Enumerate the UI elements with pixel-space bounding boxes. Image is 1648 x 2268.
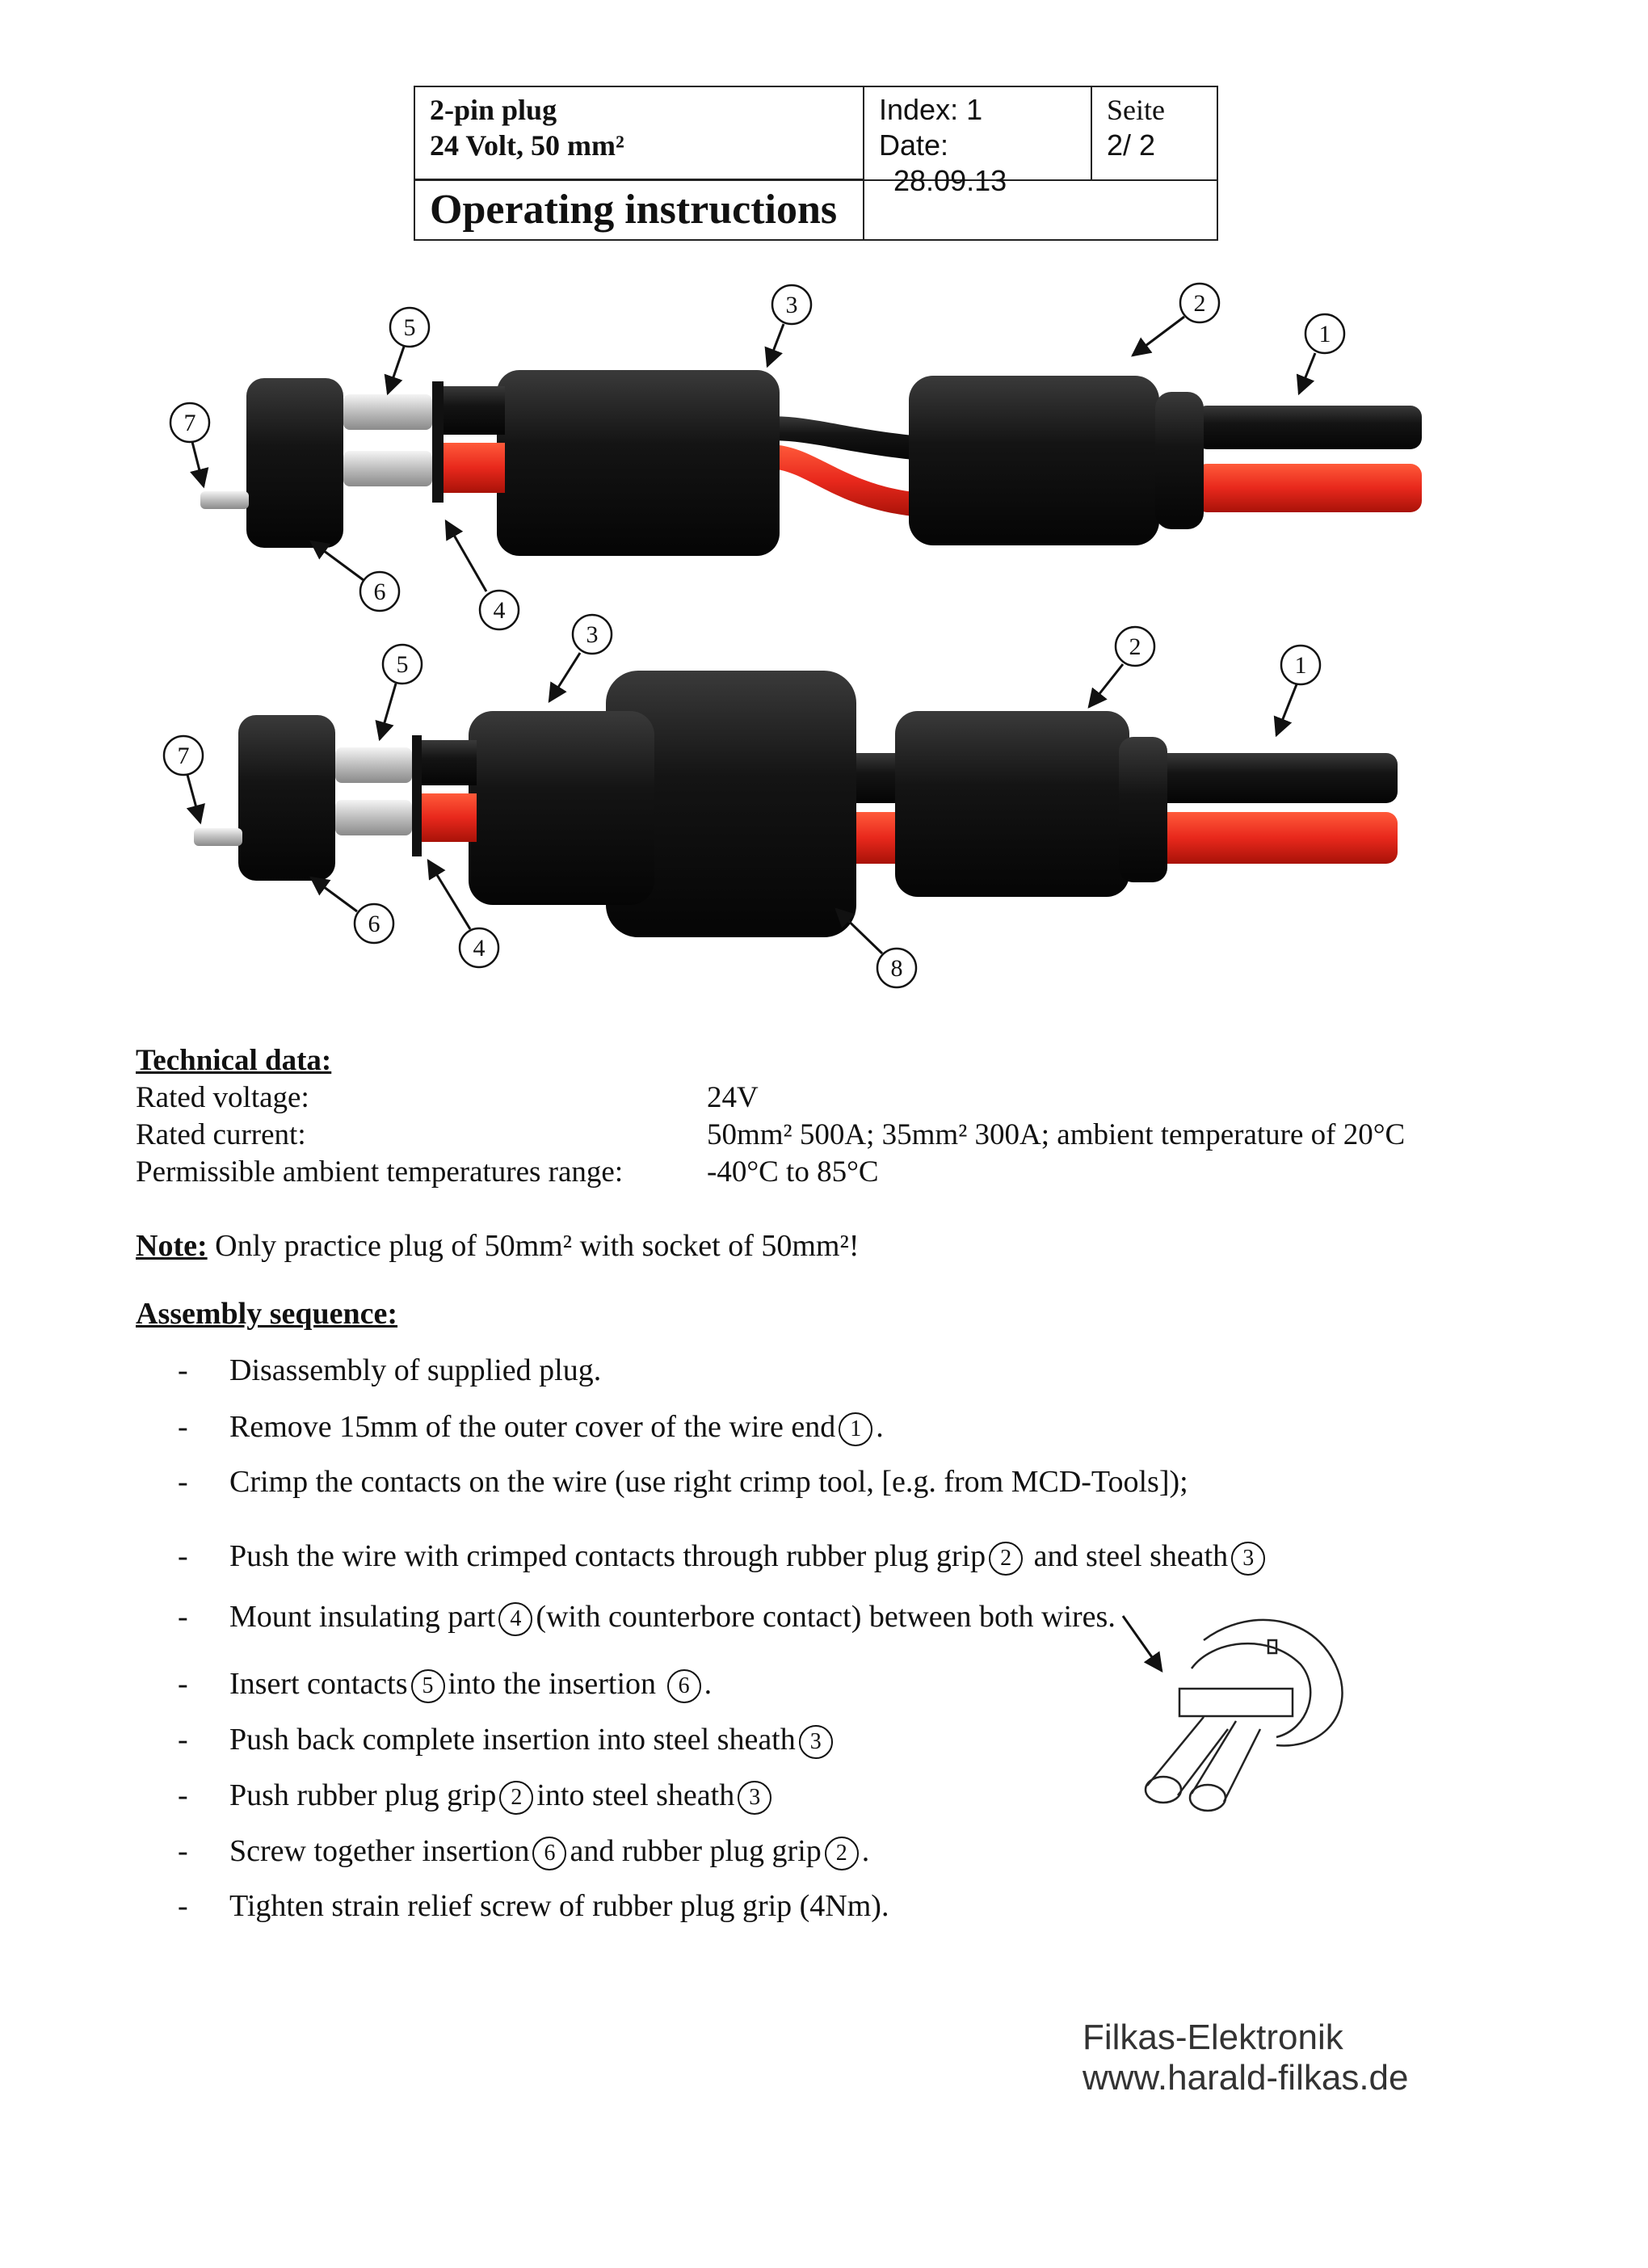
date-value: 28.09.13 — [893, 164, 1007, 197]
contact-line — [1224, 1729, 1260, 1802]
step-text: . — [876, 1410, 884, 1444]
callout-6-top — [311, 541, 399, 611]
grip-nut-b — [1119, 737, 1167, 882]
screw — [200, 491, 249, 509]
svg-text:1: 1 — [1318, 321, 1331, 347]
part-number-badge: 3 — [799, 1725, 833, 1759]
note-label: Note: — [136, 1229, 208, 1263]
header-table — [414, 86, 1218, 241]
step-text: Mount insulating part — [229, 1600, 496, 1634]
tech-row-temperature — [136, 1154, 1525, 1191]
dash: - — [178, 1353, 188, 1387]
insertion-b — [238, 715, 335, 881]
company-name: Filkas-Elektronik — [1083, 2018, 1343, 2057]
rubber-plug-grip-b — [895, 711, 1129, 897]
step-text: and steel sheath — [1026, 1539, 1229, 1573]
step-text-group — [229, 1663, 712, 1705]
rubber-plug-grip — [909, 376, 1159, 545]
date-label: Date: — [879, 128, 949, 162]
step-text: . — [861, 1834, 870, 1868]
dash: - — [178, 1465, 188, 1499]
dash: - — [178, 1667, 188, 1701]
contact-line — [1147, 1717, 1204, 1786]
dash: - — [178, 1889, 188, 1923]
step-text: Screw together insertion — [229, 1834, 530, 1868]
step-text: . — [704, 1667, 713, 1701]
svg-text:6: 6 — [373, 579, 386, 605]
steel-sheath — [497, 370, 780, 556]
company-url: www.harald-filkas.de — [1083, 2058, 1409, 2098]
tech-value: 50mm² 500A; 35mm² 300A; ambient temperature of 20°C — [707, 1118, 1406, 1151]
callout-3-top — [767, 285, 811, 366]
contact-pin-upper-b — [335, 747, 412, 783]
product-cell — [415, 87, 864, 181]
step-text-group — [229, 1596, 1116, 1638]
red-cable-b — [1155, 812, 1398, 864]
seite-label: Seite — [1107, 94, 1165, 126]
assembly-heading: Assembly sequence: — [136, 1297, 398, 1331]
pointer-arrow — [1123, 1616, 1162, 1671]
step-text-group — [229, 1774, 775, 1816]
dash: - — [178, 1834, 188, 1868]
svg-text:3: 3 — [785, 292, 798, 318]
step-text-group — [229, 1830, 869, 1872]
empty-cell — [864, 181, 1217, 241]
product-name: 2-pin plug — [430, 94, 557, 126]
index-date-cell — [864, 87, 1092, 197]
svg-text:3: 3 — [586, 621, 599, 648]
step-text: and rubber plug grip — [570, 1834, 822, 1868]
bottom-assembly — [194, 671, 1398, 937]
tech-label: Rated current: — [136, 1118, 306, 1151]
technical-data-heading: Technical data: — [136, 1044, 332, 1077]
callout-1-top — [1299, 314, 1344, 393]
top-assembly — [200, 370, 1422, 556]
callout-3-bottom — [549, 615, 612, 701]
product-spec: 24 Volt, 50 mm² — [430, 129, 624, 162]
index-label: Index: 1 — [879, 93, 983, 126]
part-number-badge: 2 — [989, 1542, 1023, 1576]
part-number-badge: 6 — [667, 1669, 701, 1703]
grip-nut — [1155, 392, 1204, 529]
tech-row-current — [136, 1117, 1525, 1154]
black-cable — [1196, 406, 1422, 449]
black-cable-b — [1155, 753, 1398, 803]
dash: - — [178, 1723, 188, 1757]
contact-pin-upper — [343, 394, 432, 430]
step-text: into the insertion — [448, 1667, 664, 1701]
tech-label: Permissible ambient temperatures range: — [136, 1155, 624, 1189]
svg-text:7: 7 — [183, 410, 196, 436]
callout-6-bottom — [311, 877, 393, 943]
technical-data — [136, 1042, 1525, 1191]
connector-diagram — [145, 275, 1519, 1002]
tech-value: 24V — [707, 1081, 759, 1114]
svg-text:4: 4 — [473, 935, 486, 961]
step-text: Push back complete insertion into steel sheath — [229, 1723, 796, 1757]
contact-line — [1192, 1721, 1236, 1794]
tech-label: Rated voltage: — [136, 1081, 309, 1114]
step-text: Remove 15mm of the outer cover of the wire end — [229, 1410, 836, 1444]
sheath-outline — [1204, 1620, 1343, 1746]
step-text: Tighten strain relief screw of rubber plug grip (4Nm). — [229, 1889, 889, 1923]
svg-text:8: 8 — [890, 955, 903, 982]
dash: - — [178, 1410, 188, 1444]
document-title: Operating instructions — [430, 187, 838, 233]
svg-text:6: 6 — [368, 911, 380, 937]
callout-7-bottom — [164, 736, 203, 823]
svg-text:5: 5 — [403, 314, 416, 341]
callout-5-bottom — [380, 645, 422, 739]
seite-value: 2/ 2 — [1107, 128, 1156, 162]
svg-text:2: 2 — [1129, 633, 1141, 660]
insulating-part-b — [412, 735, 422, 856]
svg-text:7: 7 — [177, 743, 190, 769]
contact-pin-lower — [343, 451, 432, 486]
part-number-badge: 2 — [499, 1781, 533, 1815]
callout-2-top — [1133, 284, 1219, 356]
callout-5-top — [388, 308, 429, 393]
svg-text:1: 1 — [1294, 652, 1307, 679]
step-text: Crimp the contacts on the wire (use right crimp tool, [e.g. from MCD-Tools]); — [229, 1465, 1188, 1499]
insertion — [246, 378, 343, 548]
svg-text:4: 4 — [493, 597, 506, 624]
insulating-block — [1179, 1689, 1293, 1716]
step-text-group — [229, 1406, 884, 1448]
dash: - — [178, 1600, 188, 1634]
part-number-badge: 4 — [498, 1602, 532, 1636]
part-number-badge: 1 — [839, 1412, 872, 1446]
dash: - — [178, 1539, 188, 1573]
tech-value: -40°C to 85°C — [707, 1155, 879, 1189]
screw-b — [194, 828, 242, 846]
step-text: (with counterbore contact) between both wires. — [536, 1600, 1116, 1634]
step-text: into steel sheath — [536, 1778, 735, 1812]
part-number-badge: 2 — [825, 1837, 859, 1870]
tech-row-voltage — [136, 1079, 1525, 1117]
step-text: Push rubber plug grip — [229, 1778, 497, 1812]
part-number-badge: 6 — [532, 1837, 566, 1870]
part-number-badge: 3 — [1231, 1542, 1265, 1576]
insulating-part-sketch — [1115, 1608, 1349, 1818]
svg-text:5: 5 — [396, 651, 409, 678]
part-number-badge: 5 — [411, 1669, 445, 1703]
callout-2-bottom — [1089, 627, 1154, 707]
callout-7-top — [170, 403, 209, 486]
step-text: Insert contacts — [229, 1667, 408, 1701]
step-text-group — [229, 1719, 836, 1761]
step-text: Push the wire with crimped contacts through rubber plug grip — [229, 1539, 986, 1573]
title-cell — [415, 181, 864, 241]
contact-pin-lower-b — [335, 800, 412, 835]
part-number-badge: 3 — [738, 1781, 771, 1815]
step-text: Disassembly of supplied plug. — [229, 1353, 602, 1387]
page-cell — [1092, 87, 1217, 181]
steel-sheath-b — [469, 711, 654, 905]
note — [136, 1227, 860, 1265]
step-text-group — [229, 1535, 1268, 1577]
insulating-part — [432, 381, 444, 503]
callout-8-bottom — [836, 909, 916, 987]
svg-text:2: 2 — [1193, 290, 1206, 317]
dash: - — [178, 1778, 188, 1812]
red-cable — [1196, 464, 1422, 512]
note-text: Only practice plug of 50mm² with socket of 50mm²! — [207, 1229, 860, 1263]
footer — [1083, 2018, 1409, 2098]
callout-1-bottom — [1276, 646, 1320, 735]
